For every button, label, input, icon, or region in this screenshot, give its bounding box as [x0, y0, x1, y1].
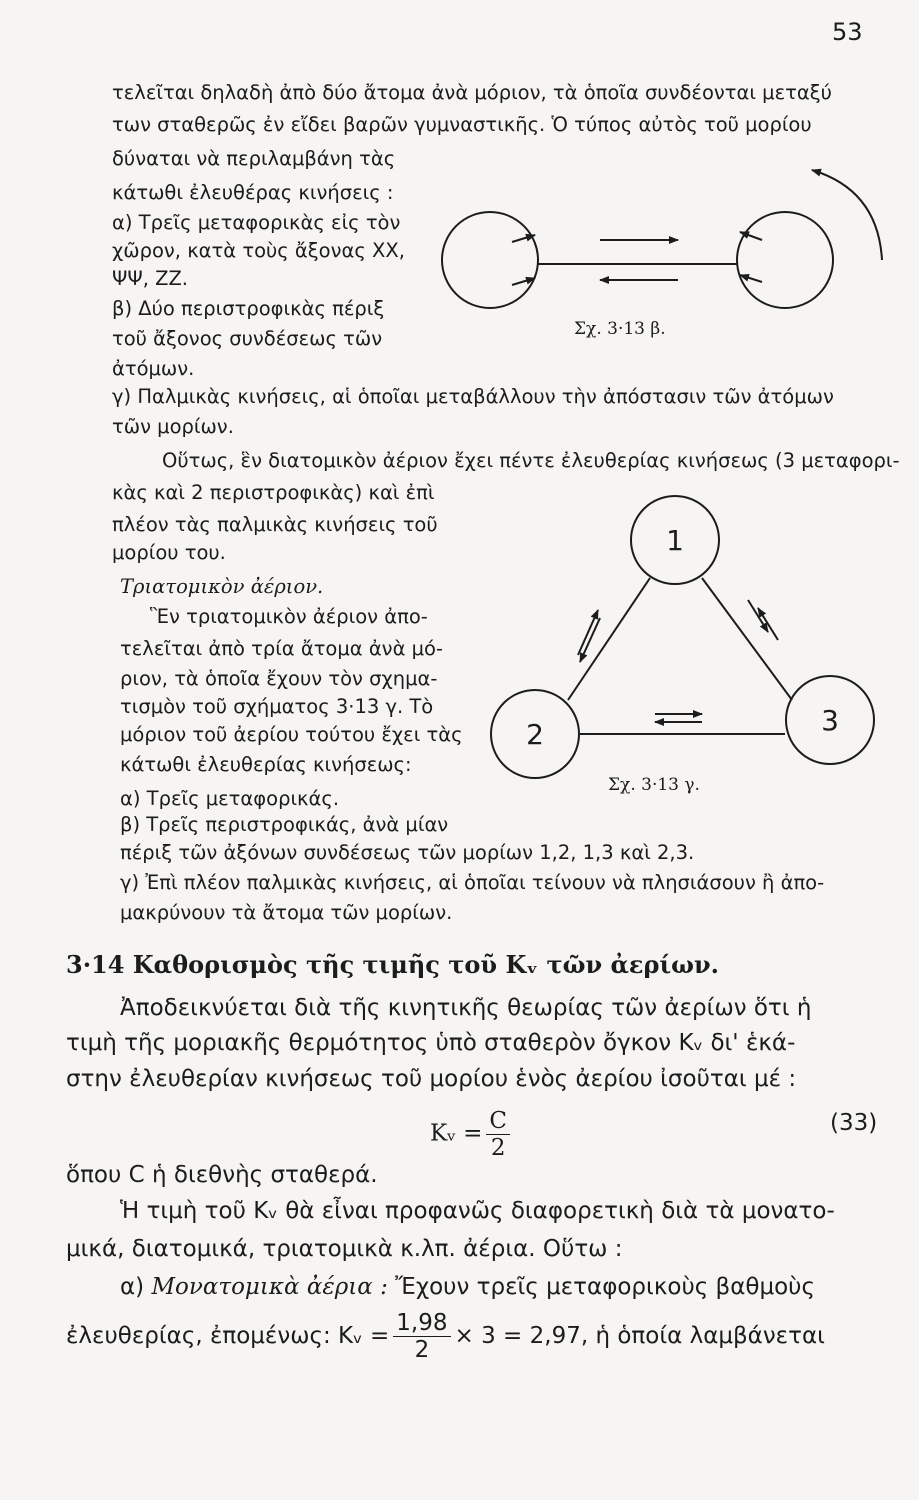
- text-line: α) Τρεῖς μεταφορικάς.: [120, 787, 340, 810]
- text-line: ὅπου C ἡ διεθνὴς σταθερά.: [66, 1162, 378, 1188]
- equation-numerator: C: [486, 1108, 510, 1135]
- text-line: μακρύνουν τὰ ἄτομα τῶν μορίων.: [120, 901, 453, 924]
- formula-prefix: ἐλευθερίας, ἐπομένως: Kᵥ =: [66, 1323, 390, 1349]
- atom-3-label: 3: [821, 704, 839, 737]
- text-line: κάτωθι ἐλευθερίας κινήσεως:: [120, 753, 412, 776]
- rotation-arc: [812, 170, 882, 260]
- text-line: στην ἐλευθερίαν κινήσεως τοῦ μορίου ἑνὸς ἀερίου ἰσοῦται μέ :: [66, 1066, 797, 1092]
- text-line: τελεῖται δηλαδὴ ἀπὸ δύο ἄτομα ἀνὰ μόριον, τὰ ὁποῖα συνδέονται μεταξύ: [112, 81, 832, 104]
- text-line: δύναται νὰ περιλαμβάνη τὰς: [112, 147, 396, 170]
- text-line: πλέον τὰς παλμικὰς κινήσεις τοῦ: [112, 513, 438, 536]
- page-number: 53: [832, 18, 863, 46]
- text-line: τοῦ ἄξονος συνδέσεως τῶν: [112, 327, 383, 350]
- equation-lhs: Kᵥ =: [430, 1120, 483, 1147]
- text-line: Οὕτως, ἓν διατομικὸν ἀέριον ἔχει πέντε ἐλευθερίας κινήσεως (3 μεταφορι-: [162, 449, 900, 472]
- item-label: α): [120, 1274, 152, 1300]
- text-line: τισμὸν τοῦ σχήματος 3·13 γ. Τὸ: [120, 695, 434, 718]
- text-line: Ἓν τριατομικὸν ἀέριον ἀπο-: [150, 605, 428, 628]
- monatomic-gases-term: Μονατομικὰ ἀέρια :: [151, 1274, 388, 1300]
- bond-1-2: [568, 578, 650, 700]
- text-line: β) Δύο περιστροφικὰς πέριξ: [112, 297, 385, 320]
- text-line: τῶν μορίων.: [112, 415, 234, 438]
- atom-2-label: 2: [526, 718, 544, 751]
- triatomic-figure: [490, 490, 890, 790]
- text-line: κάτωθι ἐλευθέρας κινήσεις :: [112, 181, 394, 204]
- text-line: ἀτόμων.: [112, 357, 195, 380]
- text-line: κὰς καὶ 2 περιστροφικὰς) καὶ ἐπὶ: [112, 481, 435, 504]
- text-line: μόριον τοῦ ἀερίου τούτου ἔχει τὰς: [120, 723, 463, 746]
- text-line: τιμὴ τῆς μοριακῆς θερμότητος ὑπὸ σταθερὸν ὄγκον Kᵥ δι' ἑκά-: [66, 1030, 796, 1056]
- text-line: α) Τρεῖς μεταφορικὰς εἰς τὸν: [112, 211, 401, 234]
- text-line: γ) Ἐπὶ πλέον παλμικὰς κινήσεις, αἱ ὁποῖαι τείνουν νὰ πλησιάσουν ἢ ἀπο-: [120, 871, 825, 894]
- equation-number: (33): [830, 1110, 878, 1136]
- equation-33: [430, 1108, 514, 1161]
- text-line: ριον, τὰ ὁποῖα ἔχουν τὸν σχημα-: [120, 667, 438, 690]
- atom-right: [737, 212, 833, 308]
- formula-numerator: 1,98: [393, 1310, 450, 1337]
- formula-suffix: × 3 = 2,97, ἡ ὁποία λαμβάνεται: [454, 1323, 825, 1349]
- text-line: των σταθερῶς ἐν εἴδει βαρῶν γυμναστικῆς. Ὁ τύπος αὐτὸς τοῦ μορίου: [112, 113, 812, 136]
- text-line: πέριξ τῶν ἀξόνων συνδέσεως τῶν μορίων 1,2, 1,3 καὶ 2,3.: [120, 841, 695, 864]
- text-line: μικά, διατομικά, τριατομικὰ κ.λπ. ἀέρια. Οὕτω :: [66, 1236, 623, 1262]
- atom-1-label: 1: [666, 524, 684, 557]
- text-line: [120, 1272, 815, 1302]
- text-line: γ) Παλμικὰς κινήσεις, αἱ ὁποῖαι μεταβάλλουν τὴν ἀπόστασιν τῶν ἀτόμων: [112, 385, 834, 408]
- item-text: Ἔχουν τρεῖς μεταφορικοὺς βαθμοὺς: [387, 1274, 815, 1300]
- text-line: μορίου του.: [112, 541, 226, 564]
- text-line: β) Τρεῖς περιστροφικάς, ἀνὰ μίαν: [120, 813, 449, 836]
- section-heading: 3·14 Καθορισμὸς τῆς τιμῆς τοῦ Kᵥ τῶν ἀερίων.: [66, 950, 719, 979]
- formula-denominator: 2: [414, 1337, 430, 1363]
- figure-caption-g: Σχ. 3·13 γ.: [608, 775, 700, 795]
- text-line: τελεῖται ἀπὸ τρία ἄτομα ἀνὰ μό-: [120, 637, 443, 660]
- text-line: ΨΨ, ΖΖ.: [112, 267, 189, 290]
- text-line: Ἡ τιμὴ τοῦ Kᵥ θὰ εἶναι προφανῶς διαφορετικὴ διὰ τὰ μονατο-: [120, 1198, 835, 1224]
- text-line: Ἀποδεικνύεται διὰ τῆς κινητικῆς θεωρίας τῶν ἀερίων ὅτι ἡ: [120, 995, 812, 1021]
- figure-caption-b: Σχ. 3·13 β.: [574, 319, 666, 339]
- equation-denominator: 2: [490, 1135, 506, 1161]
- text-line: χῶρον, κατὰ τοὺς ἄξονας XX,: [112, 239, 405, 262]
- text-line: [66, 1310, 825, 1363]
- atom-left: [442, 212, 538, 308]
- subsection-title: Τριατομικὸν ἀέριον.: [120, 575, 324, 598]
